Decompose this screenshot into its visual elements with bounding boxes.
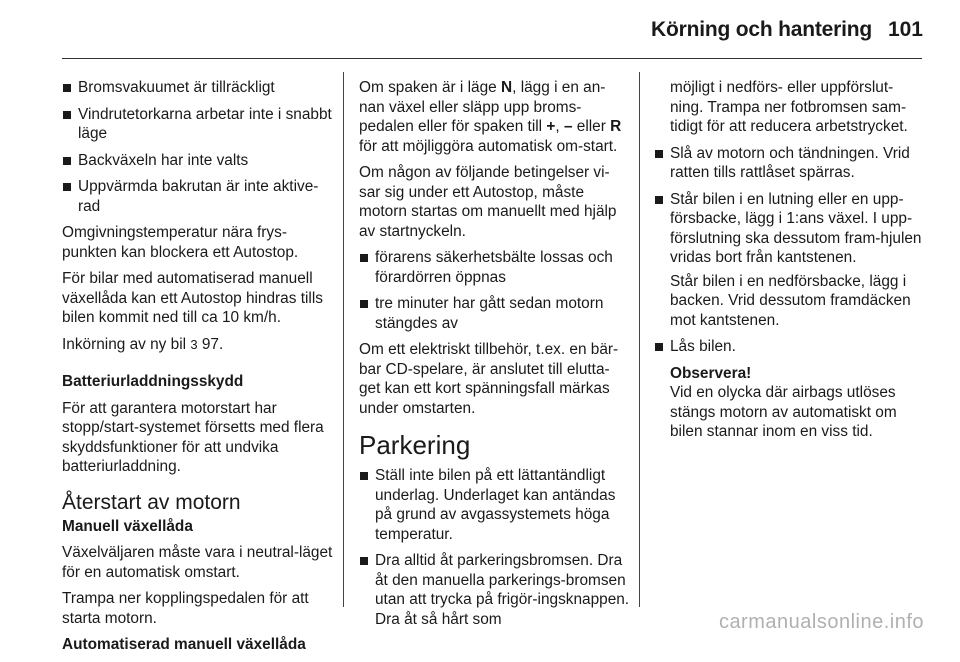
list-item: Står bilen i en lutning eller en upp-försbacke, lägg i 1:ans växel. I upp-förslutning ska dessutom fram-hjulen vridas bort från kantstenen. (654, 190, 924, 268)
list-item: tre minuter har gått sedan motorn stängdes av (359, 294, 631, 333)
section-heading-restart: Återstart av motorn (62, 490, 241, 514)
header-rule (62, 58, 922, 59)
section-heading-battery: Batteriurladdningsskydd (62, 373, 244, 390)
header-title: Körning och hantering (651, 18, 872, 41)
note-label: Observera! (670, 364, 752, 382)
paragraph: Trampa ner kopplingspedalen för att starta motorn. (62, 590, 309, 627)
list-item-continued: Står bilen i en nedförsbacke, lägg i backen. Vrid dessutom framdäcken mot kantstenen. (670, 272, 911, 329)
column-3 (654, 78, 924, 442)
paragraph: För att garantera motorstart har stopp/start-systemet försetts med flera skyddsfunktioner för att undvika batteriurladdning. (62, 399, 324, 475)
gear-r: R (610, 118, 622, 135)
paragraph-continued: möjligt i nedförs- eller uppförslut-ning. Trampa ner fotbromsen sam-tidigt för att reducera arbetstrycket. (670, 79, 908, 135)
paragraph: Omgivningstemperatur nära frys-punkten kan blockera ett Autostop. (62, 224, 299, 261)
list-item: Dra alltid åt parkeringsbromsen. Dra åt den manuella parkerings-bromsen utan att trycka på frigör-ingsknappen. Dra åt så hårt som (359, 551, 631, 629)
page-number: 101 (887, 18, 923, 41)
list-item: Lås bilen. (654, 337, 924, 357)
text: , lägg i en an-nan växel eller släpp upp broms-pedalen eller för spaken till (359, 79, 606, 135)
paragraph: Växelväljaren måste vara i neutral-läget för en automatisk omstart. (62, 544, 333, 581)
section-heading-parking: Parkering (359, 430, 471, 460)
paragraph-text: Inkörning av ny bil (62, 335, 187, 353)
list-item: förarens säkerhetsbälte lossas och förardörren öppnas (359, 248, 631, 287)
watermark: carmanualsonline.info (718, 611, 924, 633)
column-1 (62, 78, 334, 662)
paragraph: Om ett elektriskt tillbehör, t.ex. en bär-bar CD-spelare, är anslutet till elutta-get kan ett kort spänningsfall märkas under omstarten. (359, 341, 619, 417)
list-item: Slå av motorn och tändningen. Vrid ratten tills rattlåset spärras. (654, 144, 924, 183)
paragraph: För bilar med automatiserad manuell växellåda kan ett Autostop hindras tills bilen kommit ned till ca 10 km/h. (62, 270, 323, 326)
subheading-automatic: Automatiserad manuell växellåda (62, 636, 306, 653)
cross-reference-icon: 3 (190, 336, 198, 352)
subheading-manual: Manuell växellåda (62, 517, 193, 535)
gear-n: N (501, 79, 513, 96)
cross-reference-page: 97. (201, 335, 224, 353)
list-item: Ställ inte bilen på ett lättantändligt underlag. Underlaget kan antändas på grund av avgassystemets höga temperatur. (359, 466, 631, 544)
text: , (555, 118, 560, 135)
note-text: Vid en olycka där airbags utlöses stängs motorn av automatiskt om bilen stannar inom en viss tid. (670, 384, 897, 440)
column-divider-1 (343, 72, 344, 607)
gear-minus: – (563, 118, 573, 135)
list-item: Bromsvakuumet är tillräckligt (62, 78, 334, 98)
list-item: Backväxeln har inte valts (62, 151, 334, 171)
text: för att möjliggöra automatisk om-start. (359, 137, 618, 155)
paragraph-cross-reference (62, 335, 334, 355)
column-divider-2 (639, 72, 640, 607)
gear-plus: + (546, 118, 556, 135)
column-2 (359, 78, 631, 636)
list-item: Vindrutetorkarna arbetar inte i snabbt läge (62, 105, 334, 144)
paragraph-gear-lever (359, 78, 631, 156)
list-item: Uppvärmda bakrutan är inte aktive-rad (62, 177, 334, 216)
text: eller (576, 118, 606, 135)
text: Om spaken är i läge (359, 79, 497, 96)
paragraph: Om någon av följande betingelser vi-sar sig under ett Autostop, måste motorn startas om manuellt med hjälp av startnyckeln. (359, 164, 617, 240)
note-box (654, 364, 924, 442)
